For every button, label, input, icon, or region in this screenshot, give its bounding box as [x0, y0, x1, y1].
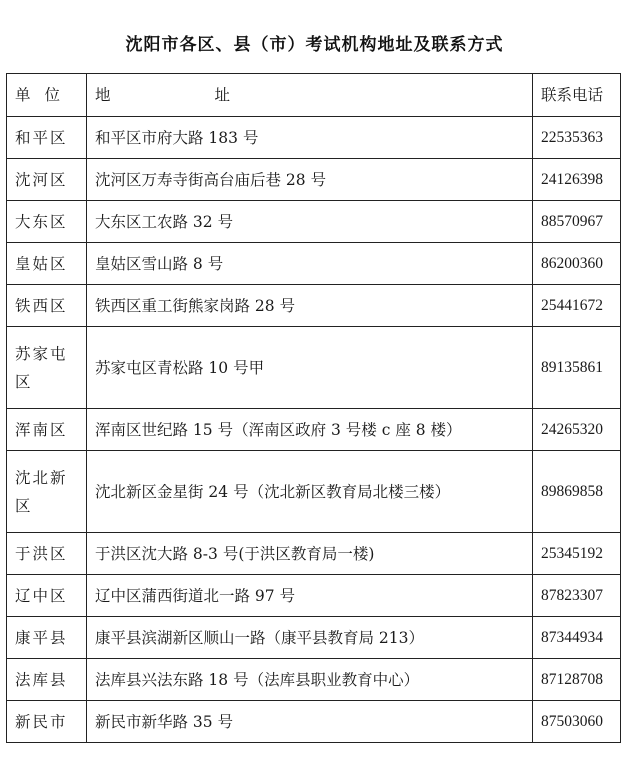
cell-address: 苏家屯区青松路 10 号甲 [87, 327, 533, 409]
cell-unit: 康平县 [7, 617, 87, 659]
cell-phone: 25345192 [533, 533, 621, 575]
cell-address: 法库县兴法东路 18 号（法库县职业教育中心） [87, 659, 533, 701]
cell-phone: 88570967 [533, 201, 621, 243]
header-unit [7, 74, 87, 117]
cell-address: 康平县滨湖新区顺山一路（康平县教育局 213） [87, 617, 533, 659]
table-row [7, 159, 621, 201]
cell-phone: 87128708 [533, 659, 621, 701]
header-phone: 联系电话 [533, 74, 621, 117]
cell-phone: 86200360 [533, 243, 621, 285]
cell-phone: 24265320 [533, 409, 621, 451]
cell-unit: 沈河区 [7, 159, 87, 201]
cell-address: 皇姑区雪山路 8 号 [87, 243, 533, 285]
header-address-label-a: 地 [95, 86, 111, 104]
cell-unit: 皇姑区 [7, 243, 87, 285]
table-row [7, 451, 621, 533]
table-row [7, 533, 621, 575]
cell-phone: 25441672 [533, 285, 621, 327]
cell-address: 浑南区世纪路 15 号（浑南区政府 3 号楼 c 座 8 楼） [87, 409, 533, 451]
cell-address: 于洪区沈大路 8-3 号(于洪区教育局一楼) [87, 533, 533, 575]
cell-phone: 22535363 [533, 117, 621, 159]
table-row [7, 701, 621, 743]
table-row [7, 659, 621, 701]
cell-unit: 法库县 [7, 659, 87, 701]
cell-phone: 89869858 [533, 451, 621, 533]
table-row [7, 243, 621, 285]
table-row [7, 117, 621, 159]
cell-address: 大东区工农路 32 号 [87, 201, 533, 243]
cell-unit: 铁西区 [7, 285, 87, 327]
cell-unit: 和平区 [7, 117, 87, 159]
cell-unit: 新民市 [7, 701, 87, 743]
cell-address: 辽中区蒲西街道北一路 97 号 [87, 575, 533, 617]
cell-address: 沈北新区金星街 24 号（沈北新区教育局北楼三楼） [87, 451, 533, 533]
table-row [7, 285, 621, 327]
cell-phone: 87823307 [533, 575, 621, 617]
table-row [7, 575, 621, 617]
table-row [7, 409, 621, 451]
institution-table [6, 73, 621, 743]
table-row [7, 201, 621, 243]
cell-unit: 苏家屯区 [7, 327, 87, 409]
cell-unit: 浑南区 [7, 409, 87, 451]
header-address-label-b: 址 [214, 86, 231, 104]
header-address [87, 74, 533, 117]
cell-address: 和平区市府大路 183 号 [87, 117, 533, 159]
cell-address: 铁西区重工街熊家岗路 28 号 [87, 285, 533, 327]
page-title: 沈阳市各区、县（市）考试机构地址及联系方式 [125, 35, 504, 55]
cell-unit: 于洪区 [7, 533, 87, 575]
cell-phone: 87344934 [533, 617, 621, 659]
table-row [7, 617, 621, 659]
cell-unit: 大东区 [7, 201, 87, 243]
header-unit-label: 单位 [15, 86, 75, 104]
table-header-row [7, 74, 621, 117]
cell-phone: 87503060 [533, 701, 621, 743]
table-row [7, 327, 621, 409]
cell-phone: 89135861 [533, 327, 621, 409]
cell-phone: 24126398 [533, 159, 621, 201]
cell-unit: 辽中区 [7, 575, 87, 617]
cell-address: 新民市新华路 35 号 [87, 701, 533, 743]
cell-address: 沈河区万寿寺街高台庙后巷 28 号 [87, 159, 533, 201]
cell-unit: 沈北新区 [7, 451, 87, 533]
